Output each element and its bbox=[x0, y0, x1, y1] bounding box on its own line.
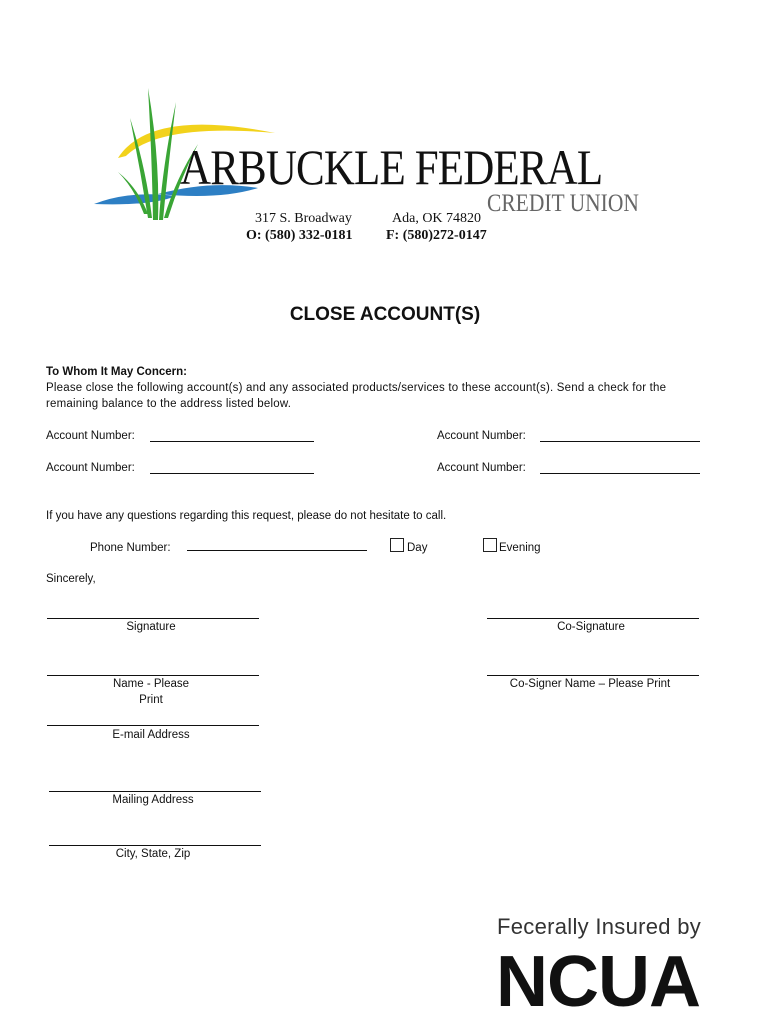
account-number-label-2: Account Number: bbox=[437, 430, 526, 442]
name-print-caption: Name - Please Print bbox=[112, 678, 190, 706]
questions-text: If you have any questions regarding this request, please do not hesitate to call. bbox=[46, 510, 447, 522]
closing: Sincerely, bbox=[46, 573, 96, 585]
federally-insured-text: Fecerally Insured by bbox=[497, 914, 702, 939]
fax-number: F: (580)272-0147 bbox=[386, 228, 487, 243]
street-address: 317 S. Broadway bbox=[255, 211, 352, 226]
city-state-zip-caption: City, State, Zip bbox=[115, 848, 191, 860]
signature-caption: Signature bbox=[126, 621, 176, 633]
phone-number-field[interactable] bbox=[187, 550, 367, 551]
form-title: CLOSE ACCOUNT(S) bbox=[289, 304, 481, 325]
account-number-field-1[interactable] bbox=[150, 441, 314, 442]
day-checkbox[interactable] bbox=[390, 538, 404, 552]
salutation: To Whom It May Concern: bbox=[46, 366, 187, 378]
mailing-address-caption: Mailing Address bbox=[112, 794, 194, 806]
evening-label: Evening bbox=[499, 542, 541, 554]
ncua-logo: NCUA bbox=[496, 942, 700, 1022]
account-number-label-1: Account Number: bbox=[46, 430, 135, 442]
account-number-field-3[interactable] bbox=[150, 473, 314, 474]
evening-checkbox[interactable] bbox=[483, 538, 497, 552]
city-state-zip: Ada, OK 74820 bbox=[392, 211, 482, 226]
office-phone: O: (580) 332-0181 bbox=[246, 228, 353, 243]
co-signer-name-caption: Co-Signer Name – Please Print bbox=[509, 678, 671, 690]
account-number-field-2[interactable] bbox=[540, 441, 700, 442]
brand-name: ARBUCKLE FEDERAL bbox=[180, 139, 603, 195]
request-body: Please close the following account(s) and any associated products/services to these account(s). Send a check for the remaining balance to the address listed below. bbox=[46, 382, 667, 410]
brand-subtitle: CREDIT UNION bbox=[487, 190, 639, 217]
email-line[interactable] bbox=[47, 725, 259, 726]
email-caption: E-mail Address bbox=[112, 729, 190, 741]
day-label: Day bbox=[407, 542, 428, 554]
phone-number-label: Phone Number: bbox=[90, 542, 171, 554]
account-number-label-4: Account Number: bbox=[437, 462, 526, 474]
account-number-label-3: Account Number: bbox=[46, 462, 135, 474]
account-number-field-4[interactable] bbox=[540, 473, 700, 474]
co-signature-caption: Co-Signature bbox=[557, 621, 625, 633]
